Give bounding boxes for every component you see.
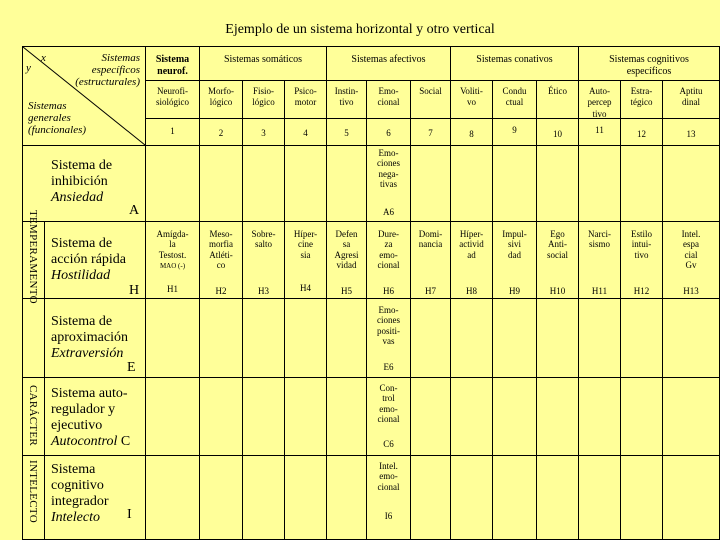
row-label-e: Sistema de aproximación Extraversión [51,314,128,362]
cell-h2-code: H2 [215,286,227,296]
col-num-12: 12 [637,129,646,139]
cell-h7-code: H7 [425,286,436,296]
cell-c6-code: C6 [383,439,394,449]
cell-h3-code: H3 [258,286,269,296]
cell-h7-text: Domi- nancia [418,229,443,250]
cell-c6-text: Con- trol emo- cional [377,383,400,425]
section-caracter: CARÁCTER [27,385,39,447]
col-header-9: Condu ctual [502,86,527,108]
row-letter-e: E [127,360,136,375]
cell-e6-code: E6 [383,362,394,372]
col-num-1: 1 [170,126,175,136]
col-num-3: 3 [261,128,266,138]
cell-h11-text: Narci- sismo [588,229,611,250]
row-label-h: Sistema de acción rápida Hostilidad [51,236,127,284]
cell-h9-code: H9 [509,286,520,296]
cell-h10-text: Ego Anti- social [547,229,568,260]
col-num-13: 13 [686,129,696,139]
cell-h11-code: H11 [591,286,608,296]
cell-h5-code: H5 [341,286,352,296]
cell-h3-text: Sobre- salto [251,229,276,250]
section-temperamento: TEMPERAMENTO [27,210,39,304]
cell-h13-code: H13 [683,286,699,296]
cell-h4-text: Híper- cine sia [293,229,318,260]
col-header-4: Psico- motor [294,86,317,108]
cell-h1-code: H1 [167,284,178,294]
col-header-12: Estra- tégico [630,86,653,108]
cell-h5-text: Defen sa Agresi vidad [334,229,359,271]
cell-h8-code: H8 [466,286,477,296]
page-title: Ejemplo de un sistema horizontal y otro vertical [225,22,495,37]
col-num-6: 6 [386,128,391,138]
col-num-8: 8 [469,129,474,139]
col-num-10: 10 [553,129,562,139]
group-afectivos: Sistemas afectivos [351,54,426,65]
corner-general-label: Sistemas generales (funcionales) [28,100,87,137]
row-letter-a: A [129,203,140,218]
col-header-5: Instin- tivo [334,86,359,108]
cell-h8-text: Híper- activid ad [459,229,484,260]
col-header-1: Neurofi- siológico [156,86,189,108]
col-num-9: 9 [512,125,517,135]
corner-specific-label: Sistemas específicos (estructurales) [75,52,140,89]
col-header-11: Auto- percep tivo [587,86,612,119]
cell-h10-code: H10 [549,286,566,296]
cell-h4-code: H4 [300,283,311,293]
cell-h2-text: Meso- morfia Atléti- co [209,229,233,271]
group-cognitivos: Sistemas cognitivos específicos [609,54,689,77]
row-letter-i: I [127,507,132,522]
col-num-2: 2 [218,128,224,138]
row-letter-h: H [129,283,140,298]
col-num-5: 5 [344,128,349,138]
cell-h12-code: H12 [633,286,650,296]
col-num-7: 7 [428,128,433,138]
cell-h6-code: H6 [383,286,394,296]
cell-i6-text: Intel. emo- cional [377,461,400,492]
col-header-13: Aptitu dinal [679,86,703,108]
corner-y-label: y [26,62,31,74]
col-header-6: Emo- cional [377,86,400,108]
col-header-8: Voliti- vo [460,86,483,108]
group-conativos: Sistemas conativos [476,54,553,65]
cell-h9-text: Impul- sivi dad [502,229,527,260]
col-num-11: 11 [595,125,604,135]
col-header-7: Social [419,86,442,96]
row-label-a: Sistema de inhibición Ansiedad [51,158,113,206]
col-header-2: Morfo- lógico [208,86,234,108]
col-header-10: Ético [548,86,567,96]
cell-e6-text: Emo- ciones positi- vas [376,305,400,347]
cell-h1-text: Amígda- la Testost. MAO (-) [156,229,189,271]
cell-i6-code: I6 [384,511,393,521]
group-neurof: Sistema neurof. [155,54,190,77]
cell-a6-code: A6 [383,207,394,217]
cell-h12-text: Estilo intui- tivo [630,229,652,260]
cell-a6-text: Emo- ciones nega- tivas [377,148,400,190]
cell-h6-text: Dure- za emo- cional [377,229,400,271]
section-intelecto: INTELECTO [27,460,39,523]
col-num-4: 4 [303,128,308,138]
group-somaticos: Sistemas somáticos [223,54,303,65]
row-label-i: Sistema cognitivo integrador Intelecto [51,462,109,526]
cell-h13-text: Intel. espa cial Gv [681,229,701,271]
col-header-3: Fisio- lógico [252,86,275,108]
corner-x-label: x [41,52,46,64]
row-label-c: Sistema auto- regulador y ejecutivo Autocontrol C [51,386,131,450]
